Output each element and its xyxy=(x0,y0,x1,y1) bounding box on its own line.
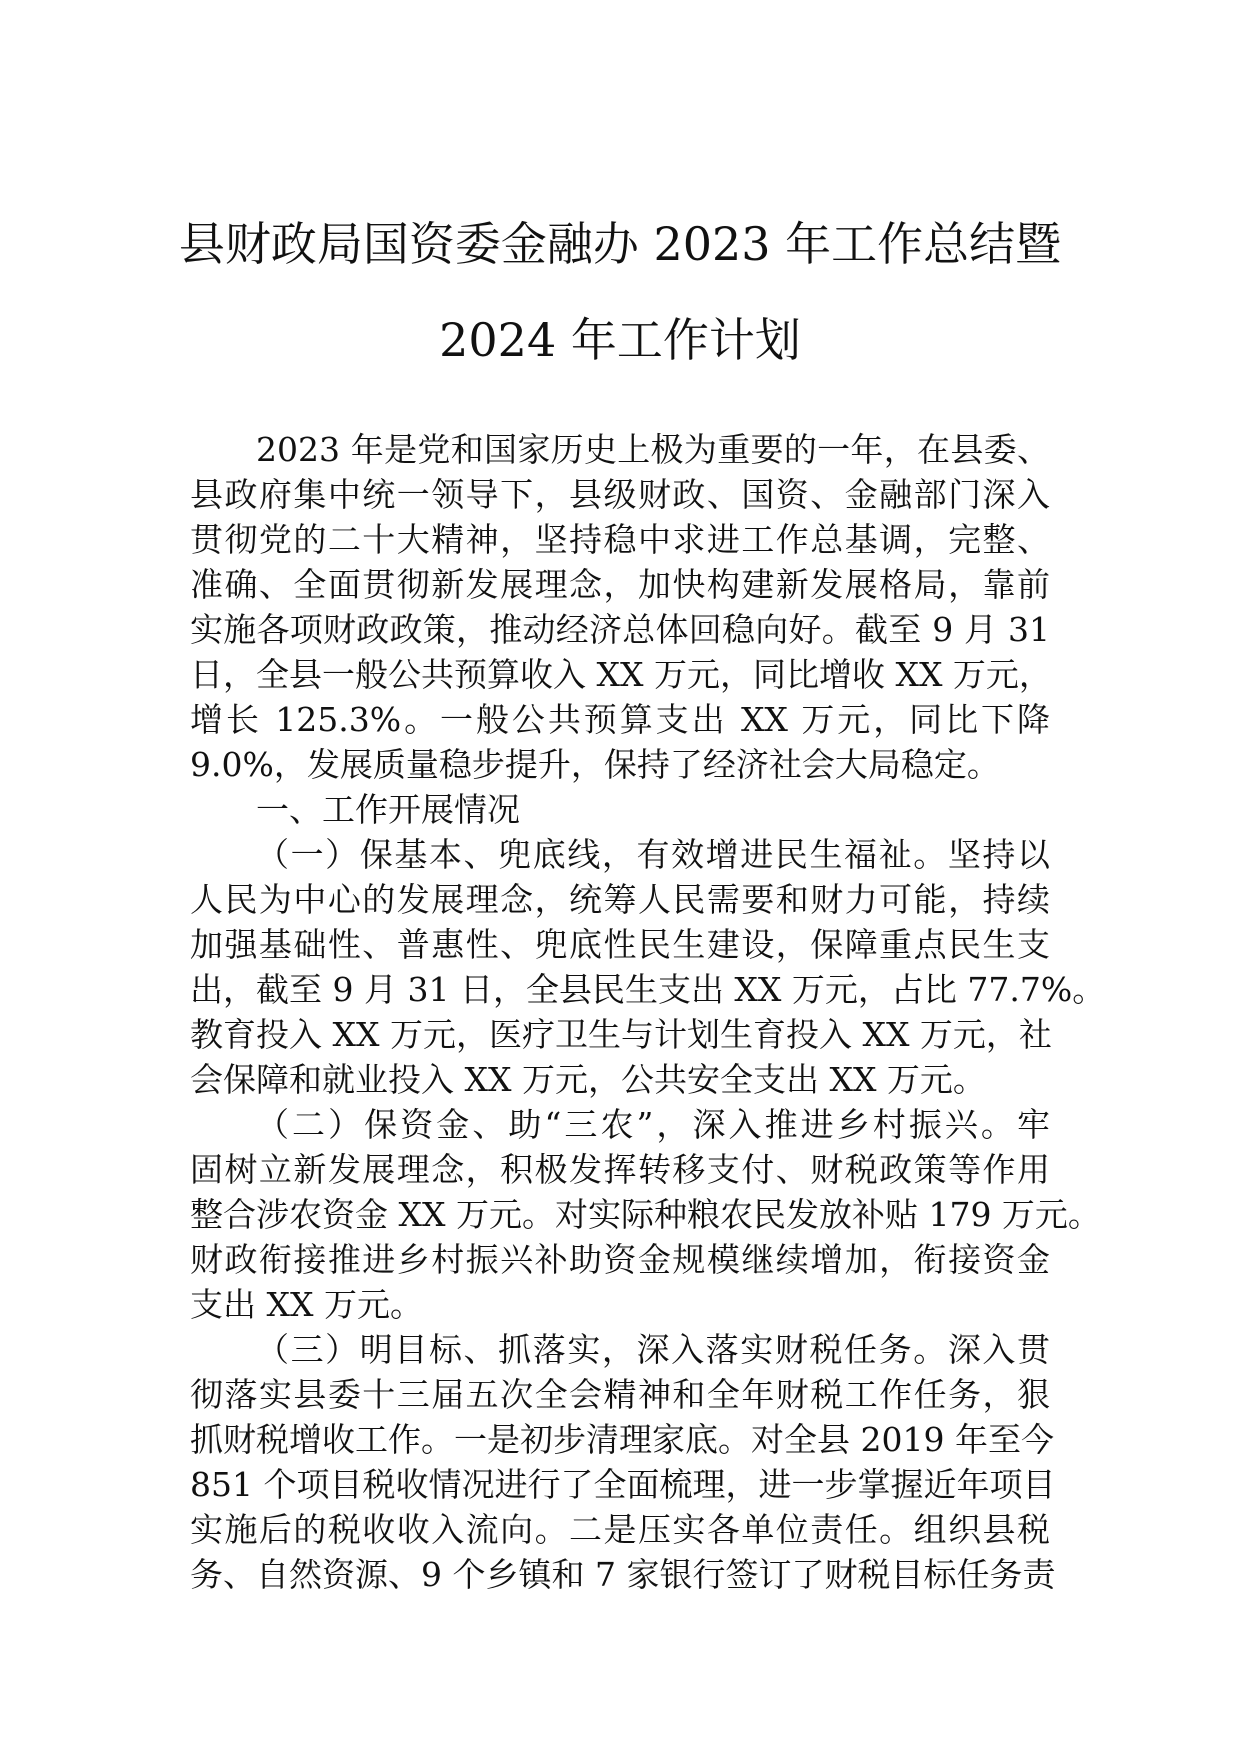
body-line-4: 准确、全面贯彻新发展理念，加快构建新发展格局，靠前 xyxy=(190,565,1050,604)
body-line-24: 851 个项目税收情况进行了全面梳理，进一步掌握近年项目 xyxy=(190,1465,1056,1504)
body-line-11: 人民为中心的发展理念，统筹人民需要和财力可能，持续 xyxy=(190,880,1050,919)
body-line-16: （二）保资金、助“三农”，深入推进乡村振兴。牢 xyxy=(256,1105,1050,1144)
body-line-7: 增长 125.3%。一般公共预算支出 XX 万元，同比下降 xyxy=(190,700,1050,739)
body-line-23: 抓财税增收工作。一是初步清理家底。对全县 2019 年至今 xyxy=(190,1420,1054,1459)
section-heading-work-progress: 一、工作开展情况 xyxy=(256,790,520,829)
body-line-21: （三）明目标、抓落实，深入落实财税任务。深入贯 xyxy=(256,1330,1050,1369)
body-line-17: 固树立新发展理念，积极发挥转移支付、财税政策等作用 xyxy=(190,1150,1050,1189)
body-line-1: 2023 年是党和国家历史上极为重要的一年，在县委、 xyxy=(256,430,1050,469)
body-line-3: 贯彻党的二十大精神，坚持稳中求进工作总基调，完整、 xyxy=(190,520,1050,559)
body-line-15: 会保障和就业投入 XX 万元，公共安全支出 XX 万元。 xyxy=(190,1060,986,1099)
body-line-25: 实施后的税收收入流向。二是压实各单位责任。组织县税 xyxy=(190,1510,1050,1549)
body-line-8: 9.0%，发展质量稳步提升，保持了经济社会大局稳定。 xyxy=(190,745,1000,784)
body-line-20: 支出 XX 万元。 xyxy=(190,1285,423,1324)
body-line-12: 加强基础性、普惠性、兜底性民生建设，保障重点民生支 xyxy=(190,925,1050,964)
body-line-2: 县政府集中统一领导下，县级财政、国资、金融部门深入 xyxy=(190,475,1050,514)
body-line-18: 整合涉农资金 XX 万元。对实际种粮农民发放补贴 179 万元。 xyxy=(190,1195,1101,1234)
document-title-line-1: 县财政局国资委金融办 2023 年工作总结暨 xyxy=(178,217,1062,271)
body-line-13: 出，截至 9 月 31 日，全县民生支出 XX 万元，占比 77.7%。 xyxy=(190,970,1106,1009)
body-line-10: （一）保基本、兜底线，有效增进民生福祉。坚持以 xyxy=(256,835,1050,874)
body-line-26: 务、自然资源、9 个乡镇和 7 家银行签订了财税目标任务责 xyxy=(190,1555,1056,1594)
body-line-5: 实施各项财政政策，推动经济总体回稳向好。截至 9 月 31 xyxy=(190,610,1050,649)
body-line-6: 日，全县一般公共预算收入 XX 万元，同比增收 XX 万元， xyxy=(190,655,1052,694)
body-line-19: 财政衔接推进乡村振兴补助资金规模继续增加，衔接资金 xyxy=(190,1240,1050,1279)
document-title-line-2: 2024 年工作计划 xyxy=(439,313,801,367)
document-body xyxy=(190,427,1106,1597)
body-line-14: 教育投入 XX 万元，医疗卫生与计划生育投入 XX 万元，社 xyxy=(190,1015,1052,1054)
body-line-22: 彻落实县委十三届五次全会精神和全年财税工作任务，狠 xyxy=(190,1375,1050,1414)
